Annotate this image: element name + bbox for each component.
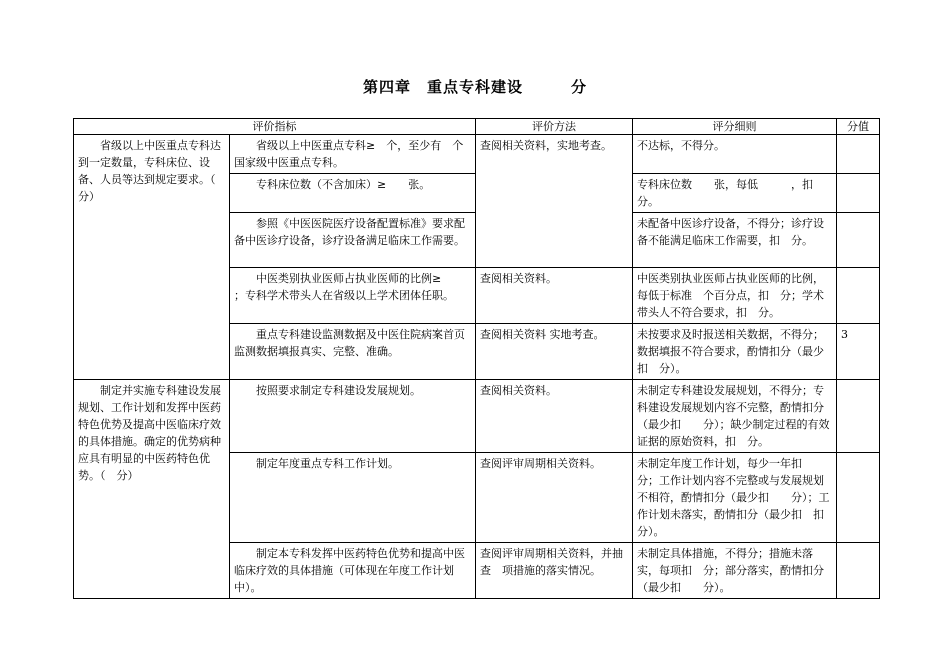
indicator-cell: 重点专科建设监测数据及中医住院病案首页监测数据填报真实、完整、准确。 [230, 324, 476, 380]
header-criteria: 评价指标 [74, 119, 476, 135]
table-row [74, 135, 880, 174]
score-cell [837, 380, 880, 453]
method-cell: 查阅相关资料。 [476, 380, 633, 453]
indicator-cell: 专科床位数（不含加床）≥ 张。 [230, 174, 476, 213]
evaluation-table [73, 118, 880, 599]
details-cell: 未配备中医诊疗设备，不得分；诊疗设备不能满足临床工作需要，扣 分。 [633, 213, 837, 268]
indicator-cell: 制定本专科发挥中医药特色优势和提高中医临床疗效的具体措施（可体现在年度工作计划中）。 [230, 543, 476, 599]
details-cell: 中医类别执业医师占执业医师的比例，每低于标准 个百分点，扣 分；学术带头人不符合要求，扣 分。 [633, 268, 837, 324]
method-cell: 查阅评审周期相关资料，并抽查 项措施的落实情况。 [476, 543, 633, 599]
indicator-cell: 按照要求制定专科建设发展规划。 [230, 380, 476, 453]
score-cell [837, 268, 880, 324]
details-cell: 不达标，不得分。 [633, 135, 837, 174]
score-cell [837, 135, 880, 174]
table-header-row [74, 119, 880, 135]
details-cell: 未制定专科建设发展规划，不得分；专科建设发展规划内容不完整，酌情扣分（最少扣 分）；缺少制定过程的有效证据的原始资料，扣 分。 [633, 380, 837, 453]
score-cell: 3 [837, 324, 880, 380]
method-cell: 查阅相关资料，实地考查。 [476, 135, 633, 268]
category-cell: 省级以上中医重点专科达到一定数量，专科床位、设备、人员等达到规定要求。（ 分） [74, 135, 230, 380]
details-cell: 未制定年度工作计划，每少一年扣 分；工作计划内容不完整或与发展规划不相符，酌情扣分（最少扣 分）；工作计划未落实，酌情扣分（最少扣 扣 分）。 [633, 453, 837, 543]
indicator-cell: 制定年度重点专科工作计划。 [230, 453, 476, 543]
method-cell: 查阅相关资料 实地考查。 [476, 324, 633, 380]
method-cell: 查阅评审周期相关资料。 [476, 453, 633, 543]
details-cell: 未按要求及时报送相关数据，不得分；数据填报不符合要求，酌情扣分（最少扣 分）。 [633, 324, 837, 380]
table-row [74, 380, 880, 453]
method-cell: 查阅相关资料。 [476, 268, 633, 324]
details-cell: 专科床位数 张，每低 ，扣 分。 [633, 174, 837, 213]
header-details: 评分细则 [633, 119, 837, 135]
details-cell: 未制定具体措施，不得分；措施未落实，每项扣 分；部分落实，酌情扣分（最少扣 分）。 [633, 543, 837, 599]
score-cell [837, 213, 880, 268]
header-method: 评价方法 [476, 119, 633, 135]
page-title: 第四章 重点专科建设 分 [362, 78, 587, 96]
score-cell [837, 174, 880, 213]
header-score: 分值 [837, 119, 880, 135]
category-cell: 制定并实施专科建设发展规划、工作计划和发挥中医药特色优势及提高中医临床疗效的具体措施。确定的优势病种应具有明显的中医药特色优势。（ 分） [74, 380, 230, 599]
score-cell [837, 543, 880, 599]
score-cell [837, 453, 880, 543]
indicator-cell: 中医类别执业医师占执业医师的比例≥ ；专科学术带头人在省级以上学术团体任职。 [230, 268, 476, 324]
indicator-cell: 省级以上中医重点专科≥ 个，至少有 个国家级中医重点专科。 [230, 135, 476, 174]
indicator-cell: 参照《中医医院医疗设备配置标准》要求配备中医诊疗设备，诊疗设备满足临床工作需要。 [230, 213, 476, 268]
